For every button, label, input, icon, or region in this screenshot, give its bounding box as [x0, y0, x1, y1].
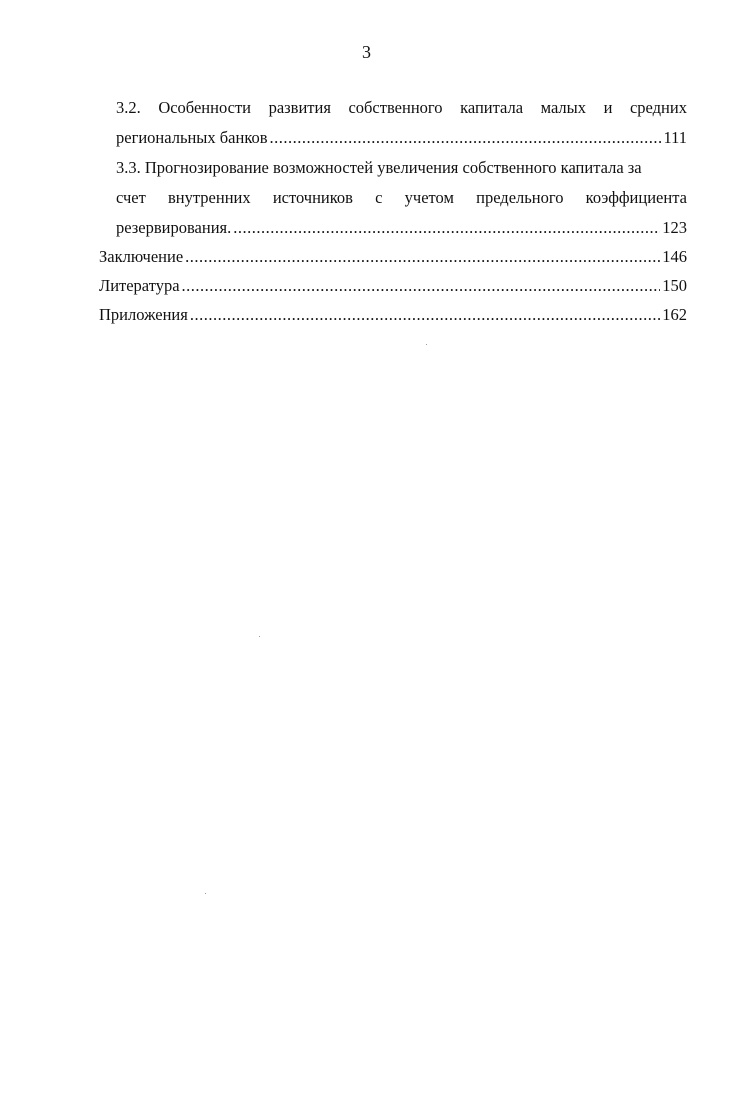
scan-speck [426, 344, 427, 345]
toc-entry-title: резервирования. [116, 218, 232, 237]
toc-page-number: 162 [662, 305, 687, 324]
dot-leader [185, 246, 660, 268]
toc-word: внутренних [168, 188, 251, 207]
toc-word: учетом [404, 188, 454, 207]
dot-leader [270, 127, 662, 149]
toc-entry-title: 3.3. Прогнозирование возможностей увеличения собственного капитала за [116, 158, 642, 177]
toc-word: с [375, 188, 383, 207]
toc-word: капитала [460, 98, 524, 117]
toc-word: 3.2. [116, 98, 141, 117]
dot-leader [182, 275, 661, 297]
dot-leader [233, 217, 660, 239]
toc-page-number: 146 [662, 247, 687, 266]
scan-speck [259, 636, 260, 637]
toc-entry-title: региональных банков [116, 128, 268, 147]
toc-word: собственного [348, 98, 443, 117]
toc-word: счет [116, 188, 146, 207]
toc-entry-3-3-line1 [116, 157, 687, 179]
toc-entry-3-3-line3[interactable] [116, 217, 687, 239]
toc-word: коэффициента [585, 188, 687, 207]
toc-page-number: 123 [662, 218, 687, 237]
scan-speck [205, 893, 206, 894]
toc-word: предельного [476, 188, 564, 207]
toc-word: средних [629, 98, 687, 117]
toc-entry-title: Литература [99, 276, 180, 295]
toc-entry-title: Приложения [99, 305, 188, 324]
toc-page-number: 111 [663, 128, 687, 147]
toc-word: источников [272, 188, 353, 207]
toc-entry-appendices[interactable] [99, 304, 687, 326]
toc-entry-3-3-line2 [116, 187, 687, 209]
toc-entry-3-2-line1 [116, 97, 687, 119]
toc-entry-conclusion[interactable] [99, 246, 687, 268]
toc-word: и [603, 98, 613, 117]
toc-word: Особенности [158, 98, 251, 117]
toc-entry-3-2-line2[interactable] [116, 127, 687, 149]
page-number: 3 [362, 42, 371, 62]
toc-page-number: 150 [662, 276, 687, 295]
toc-entry-literature[interactable] [99, 275, 687, 297]
dot-leader [190, 304, 660, 326]
toc-word: развития [268, 98, 331, 117]
toc-entry-title: Заключение [99, 247, 184, 266]
toc-word: малых [540, 98, 586, 117]
